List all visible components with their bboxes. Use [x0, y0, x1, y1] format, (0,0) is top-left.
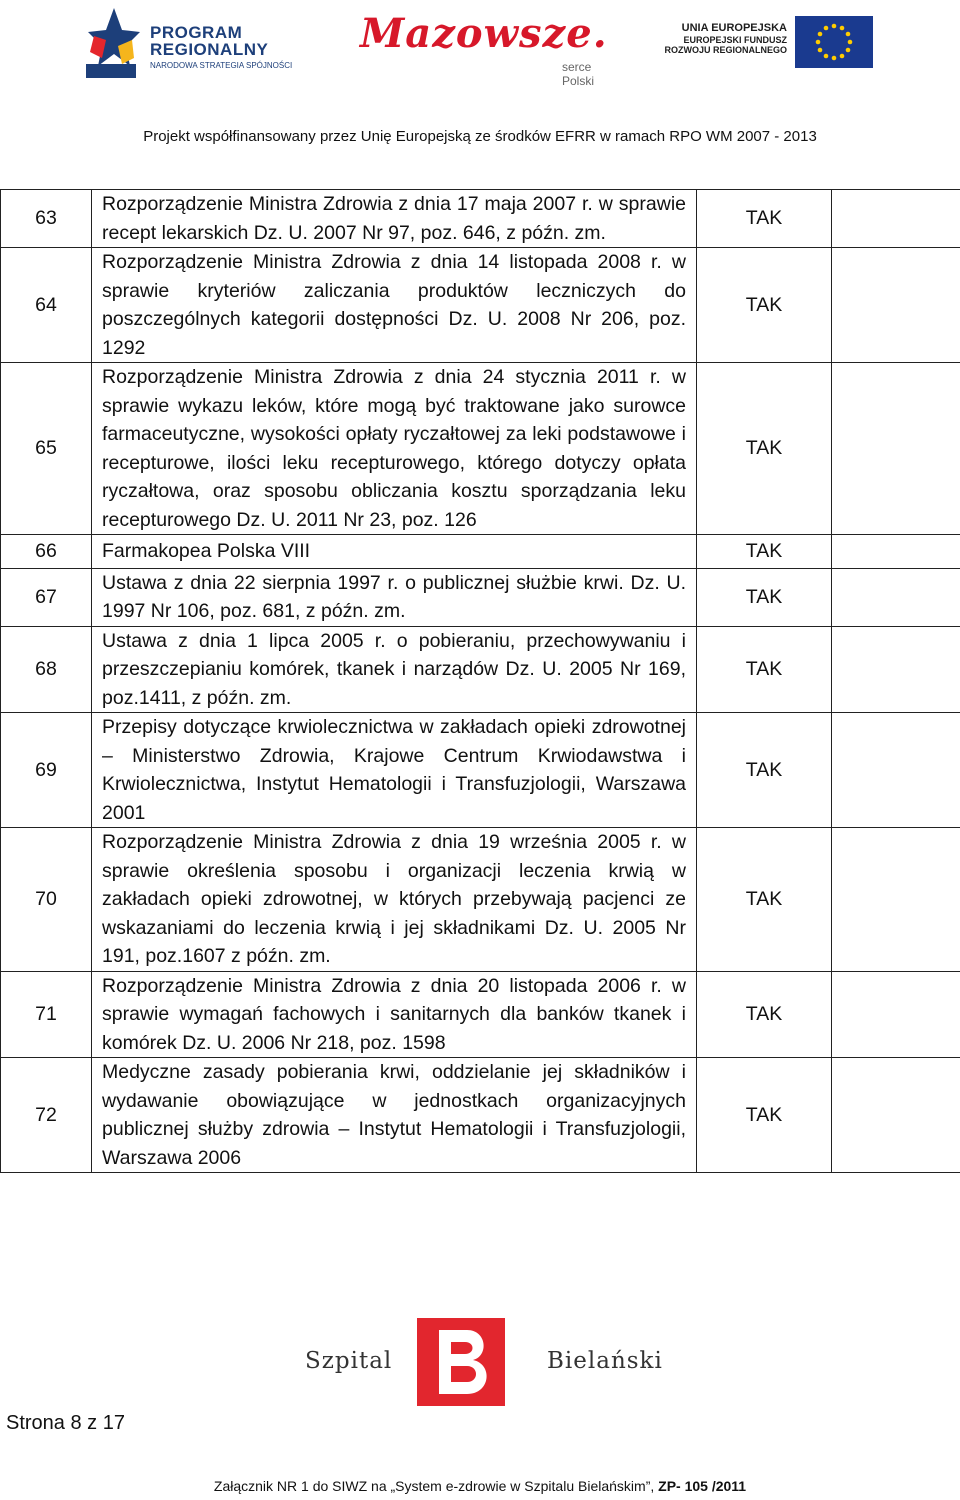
project-cofinancing-line: Projekt współfinansowany przez Unię Europejską ze środków EFRR w ramach RPO WM 2007 - 2013: [143, 128, 817, 145]
row-answer: TAK: [697, 971, 832, 1058]
attachment-footer: [0, 1478, 960, 1494]
eu-line-1: UNIA EUROPEJSKA: [681, 22, 787, 34]
hospital-b-mark-icon: [417, 1318, 505, 1406]
row-description-text: Ustawa z dnia 22 sierpnia 1997 r. o publicznej służbie krwi. Dz. U. 1997 Nr 106, poz. 681, z późn. zm.: [102, 571, 686, 622]
row-number: 70: [1, 828, 92, 972]
row-answer: TAK: [697, 363, 832, 535]
table-row: [1, 568, 960, 626]
row-description-text: Farmakopea Polska VIII: [102, 540, 311, 562]
eu-flag-icon: [795, 16, 873, 68]
row-number: 64: [1, 248, 92, 363]
mazowsze-logo: [360, 10, 620, 88]
row-extra-cell: [832, 568, 960, 626]
regulations-table: [0, 189, 960, 1173]
table-row: [1, 713, 960, 828]
program-line-2: REGIONALNY: [150, 40, 269, 59]
table-row: [1, 363, 960, 535]
row-number: 72: [1, 1058, 92, 1173]
row-description-text: Przepisy dotyczące krwiolecznictwa w zakładach opieki zdrowotnej – Ministerstwo Zdrowia, Krajowe Centrum Krwiodawstwa i Krwiolecznictwa, Instytut Hematologii i Transfuzjologii, Warszawa 2001: [102, 716, 686, 824]
row-answer: TAK: [697, 568, 832, 626]
header-logos: [0, 0, 960, 88]
row-description: [92, 190, 697, 248]
row-description-text: Rozporządzenie Ministra Zdrowia z dnia 19 września 2005 r. w sprawie określenia sposobu i organizacji leczenia krwią w zakładach opieki zdrowotnej, w których przebywają pacjenci ze wskazaniami do leczenia krwią i jej składnikami Dz. U. 2005 Nr 191, poz.1607 z późn. zm.: [102, 831, 686, 967]
attachment-reference: ZP- 105 /2011: [658, 1478, 747, 1494]
row-description-text: Ustawa z dnia 1 lipca 2005 r. o pobieraniu, przechowywaniu i przeszczepianiu komórek, tkanek i narządów Dz. U. 2005 Nr 169, poz.1411, z późn. zm.: [102, 629, 686, 709]
row-extra-cell: [832, 828, 960, 972]
row-extra-cell: [832, 626, 960, 713]
row-extra-cell: [832, 1058, 960, 1173]
table-row: [1, 626, 960, 713]
row-description: [92, 1058, 697, 1173]
row-description: [92, 971, 697, 1058]
row-number: 66: [1, 535, 92, 569]
row-number: 63: [1, 190, 92, 248]
program-regionalny-logo: [150, 24, 292, 70]
row-description: [92, 828, 697, 972]
row-answer: TAK: [697, 1058, 832, 1173]
row-answer: TAK: [697, 248, 832, 363]
row-answer: TAK: [697, 190, 832, 248]
row-description-text: Rozporządzenie Ministra Zdrowia z dnia 24 stycznia 2011 r. w sprawie wykazu leków, które mogą być traktowane jako surowce farmaceutyczne, wysokości opłaty ryczałtowej za leki podstawowe i recepturowe, ilości leku recepturowego, którego dotyczy opłata ryczałtowa, oraz sposobu obliczania kosztu sporządzania leku recepturowego Dz. U. 2011 Nr 23, poz. 126: [102, 366, 686, 531]
row-extra-cell: [832, 363, 960, 535]
mazowsze-tagline: serce Polski: [562, 60, 595, 88]
program-line-1: PROGRAM: [150, 23, 243, 42]
table-row: [1, 1058, 960, 1173]
row-description: [92, 248, 697, 363]
table-row: [1, 248, 960, 363]
row-extra-cell: [832, 248, 960, 363]
szpital-bielanski-logo: [305, 1318, 663, 1408]
attachment-text: Załącznik NR 1 do SIWZ na „System e-zdrowie w Szpitalu Bielańskim”,: [213, 1478, 659, 1494]
row-description: [92, 713, 697, 828]
row-extra-cell: [832, 971, 960, 1058]
program-line-3: NARODOWA STRATEGIA SPÓJNOŚCI: [150, 61, 293, 70]
row-number: 71: [1, 971, 92, 1058]
row-number: 68: [1, 626, 92, 713]
mazowsze-wordmark: Mazowsze.: [360, 10, 608, 57]
hospital-name-right: Bielański: [547, 1348, 663, 1374]
table-row: [1, 190, 960, 248]
row-answer: TAK: [697, 535, 832, 569]
row-description: [92, 626, 697, 713]
row-number: 65: [1, 363, 92, 535]
row-answer: TAK: [697, 713, 832, 828]
row-description-text: Rozporządzenie Ministra Zdrowia z dnia 14 listopada 2008 r. w sprawie kryteriów zaliczania produktów leczniczych do poszczególnych kategorii dostępności Dz. U. 2008 Nr 206, poz. 1292: [102, 251, 686, 359]
row-description-text: Rozporządzenie Ministra Zdrowia z dnia 17 maja 2007 r. w sprawie recept lekarskich Dz. U. 2007 Nr 97, poz. 646, z późn. zm.: [102, 193, 686, 244]
eu-line-3: ROZWOJU REGIONALNEGO: [664, 44, 787, 55]
table-row: [1, 828, 960, 972]
row-number: 69: [1, 713, 92, 828]
row-extra-cell: [832, 535, 960, 569]
row-description: [92, 535, 697, 569]
row-description-text: Medyczne zasady pobierania krwi, oddzielanie jej składników i wydawanie obowiązujące w jednostkach organizacyjnych publicznej służby zdrowia – Instytut Hematologii i Transfuzjologii, Warszawa 2006: [102, 1061, 686, 1169]
row-number: 67: [1, 568, 92, 626]
page-number: Strona 8 z 17: [6, 1412, 125, 1434]
hospital-name-left: Szpital: [305, 1348, 393, 1374]
table-row: [1, 971, 960, 1058]
row-answer: TAK: [697, 828, 832, 972]
program-regionalny-star-icon: [84, 6, 140, 80]
row-extra-cell: [832, 713, 960, 828]
row-description: [92, 363, 697, 535]
eu-line-2: EUROPEJSKI FUNDUSZ: [683, 34, 787, 45]
row-extra-cell: [832, 190, 960, 248]
row-answer: TAK: [697, 626, 832, 713]
row-description: [92, 568, 697, 626]
row-description-text: Rozporządzenie Ministra Zdrowia z dnia 20 listopada 2006 r. w sprawie wymagań fachowych i sanitarnych dla banków tkanek i komórek Dz. U. 2006 Nr 218, poz. 1598: [102, 974, 686, 1054]
eu-logo-text: [655, 22, 787, 55]
table-row: [1, 535, 960, 569]
